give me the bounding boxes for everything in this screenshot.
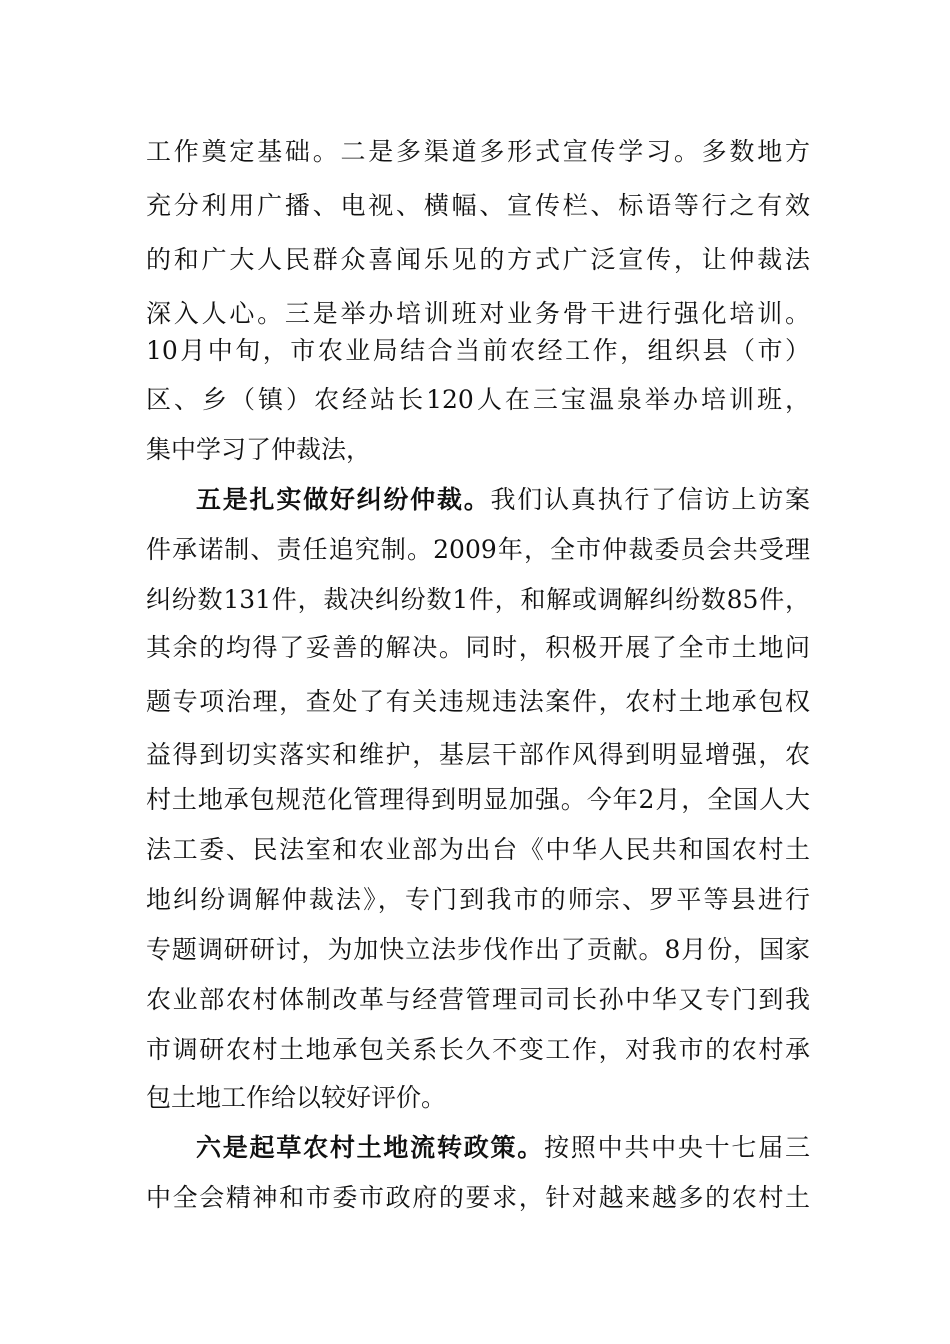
paragraph-2-line-7: 村土地承包规范化管理得到明显加强。今年2月，全国人大 [146,785,810,814]
paragraph-1-line-6: 区、乡（镇）农经站长120人在三宝温泉举办培训班， [146,385,810,414]
paragraph-2-line-6: 益得到切实落实和维护，基层干部作风得到明显增强，农 [146,740,810,769]
paragraph-2-line-11: 农业部农村体制改革与经营管理司司长孙中华又专门到我 [146,985,810,1014]
paragraph-3-line-1 [196,1128,810,1168]
paragraph-1-line-2: 充分利用广播、电视、横幅、宣传栏、标语等行之有效 [146,191,810,220]
paragraph-2-first-rest: 我们认真执行了信访上访案 [490,485,810,514]
paragraph-1-line-4: 深入人心。三是举办培训班对业务骨干进行强化培训。 [146,299,810,328]
paragraph-2-line-3: 纠纷数131件，裁决纠纷数1件，和解或调解纠纷数85件， [146,585,810,614]
paragraph-2-line-13: 包土地工作给以较好评价。 [146,1083,447,1112]
paragraph-2-line-8: 法工委、民法室和农业部为出台《中华人民共和国农村土 [146,835,810,864]
paragraph-2-heading: 五是扎实做好纠纷仲裁。 [196,485,491,514]
paragraph-1-line-1: 工作奠定基础。二是多渠道多形式宣传学习。多数地方 [146,137,810,166]
paragraph-3-line-2: 中全会精神和市委市政府的要求，针对越来越多的农村土 [146,1183,810,1212]
paragraph-2-line-9: 地纠纷调解仲裁法》，专门到我市的师宗、罗平等县进行 [146,885,810,914]
paragraph-3-first-rest: 按照中共中央十七届三 [544,1133,810,1162]
paragraph-2-line-10: 专题调研研讨，为加快立法步伐作出了贡献。8月份，国家 [146,935,810,964]
paragraph-2-line-12: 市调研农村土地承包关系长久不变工作，对我市的农村承 [146,1035,810,1064]
paragraph-2-line-4: 其余的均得了妥善的解决。同时，积极开展了全市土地问 [146,633,810,662]
paragraph-1-line-3: 的和广大人民群众喜闻乐见的方式广泛宣传，让仲裁法 [146,245,810,274]
paragraph-2-line-1 [196,480,810,520]
paragraph-2-line-2: 件承诺制、责任追究制。2009年，全市仲裁委员会共受理 [146,535,810,564]
paragraph-3-heading: 六是起草农村土地流转政策。 [196,1133,545,1162]
paragraph-2-line-5: 题专项治理，查处了有关违规违法案件，农村土地承包权 [146,687,810,716]
paragraph-1-line-5: 10月中旬，市农业局结合当前农经工作，组织县（市） [146,336,810,365]
paragraph-1-line-7: 集中学习了仲裁法， [146,435,372,464]
